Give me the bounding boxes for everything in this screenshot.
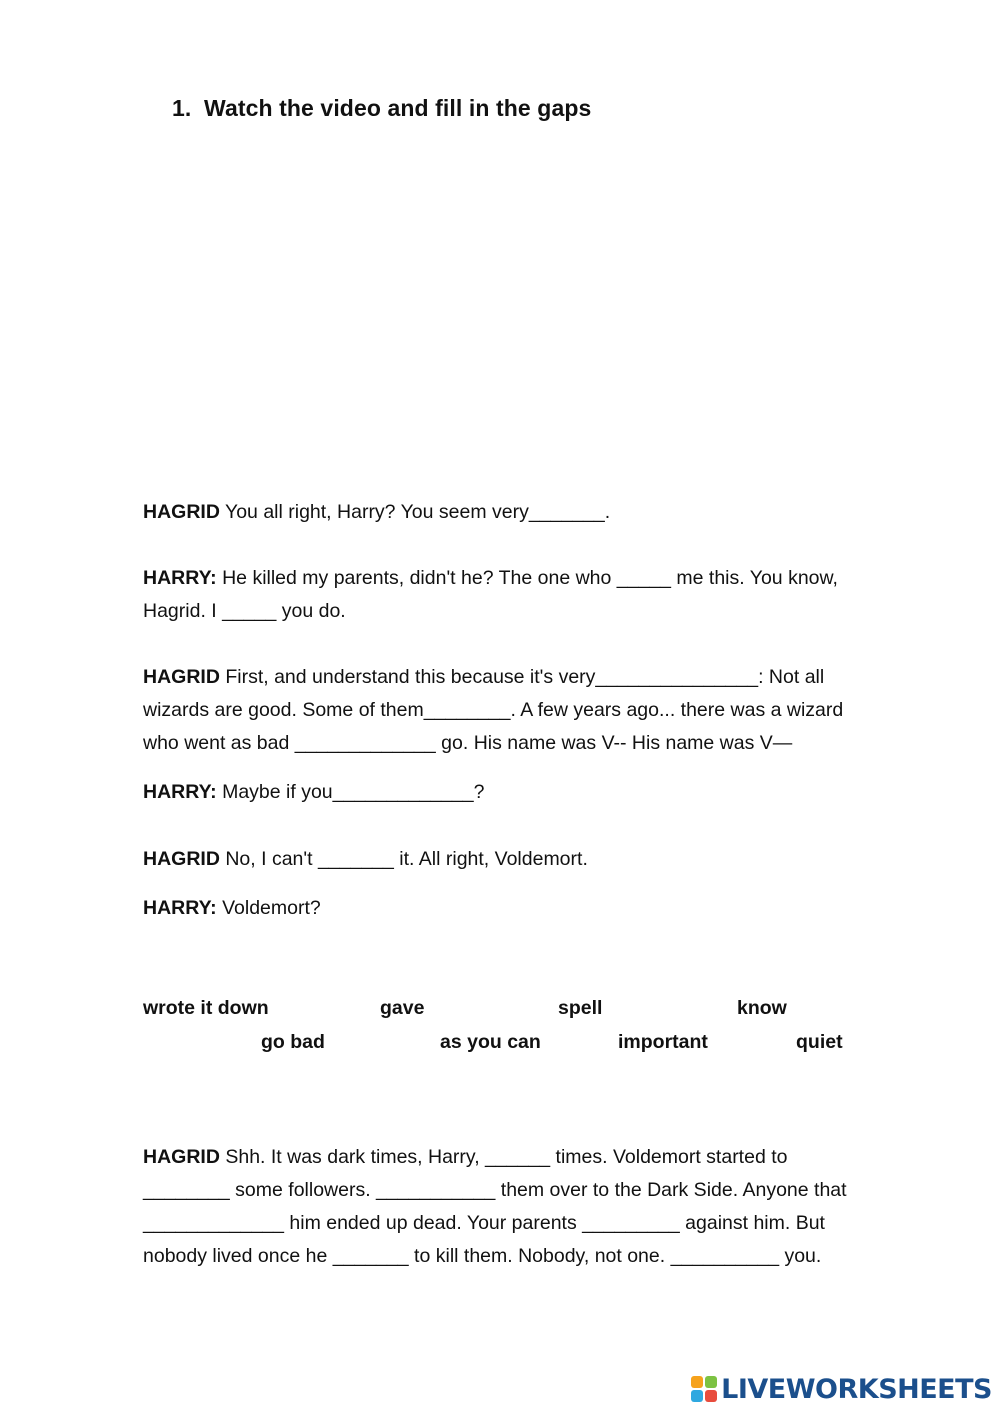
word-bank-item: go bad [261,1031,325,1053]
dialogue-text: ________ some followers. ___________ them over to the Dark Side. Anyone that [143,1179,847,1201]
word-bank-row [0,1027,1000,1057]
speaker-name: HAGRID [143,666,220,688]
dialogue-text: nobody lived once he _______ to kill them. Nobody, not one. __________ you. [143,1245,822,1267]
dialogue-text: You all right, Harry? You seem very_______. [225,501,611,523]
word-bank-item: important [618,1031,708,1053]
word-bank-row [0,993,1000,1023]
dialogue-text: Hagrid. I _____ you do. [143,600,346,622]
dialogue-text: who went as bad _____________ go. His name was V-- His name was V— [143,732,793,754]
dialogue-line [143,892,933,925]
word-bank-item: as you can [440,1031,541,1053]
word-bank-item: know [737,997,787,1019]
dialogue-text: _____________ him ended up dead. Your parents _________ against him. But [143,1212,825,1234]
exercise-heading [172,95,591,122]
liveworksheets-logo [691,1369,992,1409]
dialogue-text: Voldemort? [222,897,321,919]
dialogue-line [143,776,933,809]
logo-squares-icon [691,1376,717,1402]
dialogue-line [143,843,933,876]
logo-text: LIVEWORKSHEETS [721,1373,992,1405]
dialogue-text: Maybe if you_____________? [222,781,485,803]
word-bank-item: spell [558,997,603,1019]
word-bank-item: gave [380,997,425,1019]
word-bank-item: wrote it down [143,997,269,1019]
speaker-name: HARRY: [143,897,217,919]
dialogue-line [143,661,933,760]
dialogue-line [143,1141,933,1273]
dialogue-text: wizards are good. Some of them________. A few years ago... there was a wizard [143,699,844,721]
speaker-name: HAGRID [143,1146,220,1168]
dialogue-line [143,562,933,628]
dialogue-text: No, I can't _______ it. All right, Voldemort. [225,848,588,870]
speaker-name: HARRY: [143,781,217,803]
exercise-instruction: Watch the video and fill in the gaps [204,95,592,121]
word-bank-item: quiet [796,1031,843,1053]
speaker-name: HARRY: [143,567,217,589]
exercise-number: 1. [172,95,192,121]
speaker-name: HAGRID [143,848,220,870]
dialogue-text: First, and understand this because it's very_______________: Not all [225,666,825,688]
dialogue-text: He killed my parents, didn't he? The one who _____ me this. You know, [222,567,838,589]
dialogue-text: Shh. It was dark times, Harry, ______ times. Voldemort started to [225,1146,788,1168]
speaker-name: HAGRID [143,501,220,523]
dialogue-line [143,496,933,529]
